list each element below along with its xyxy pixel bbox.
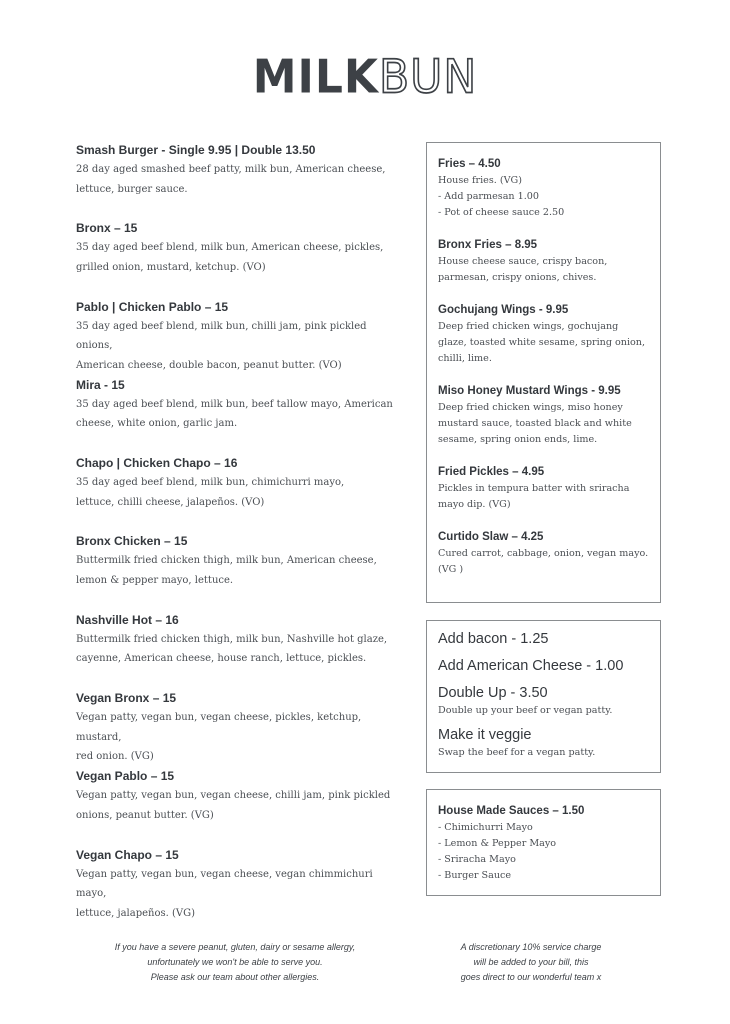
service-line: goes direct to our wonderful team x	[460, 972, 602, 982]
extra-name: Add American Cheese - 1.00	[438, 658, 624, 674]
item-name: Bronx – 15	[76, 221, 138, 236]
item-description	[76, 630, 406, 669]
extra-name: Add bacon - 1.25	[438, 631, 549, 647]
extra-item	[438, 684, 649, 718]
logo-milk: MILK	[252, 50, 379, 105]
desc-line: House cheese sauce, crispy bacon,	[438, 256, 608, 267]
desc-line: mustard sauce, toasted black and white	[438, 418, 632, 429]
item-description	[76, 160, 406, 199]
desc-line: - Add parmesan 1.00	[438, 191, 540, 202]
desc-line: Cured carrot, cabbage, onion, vegan mayo.	[438, 548, 649, 559]
menu-item	[76, 768, 406, 846]
menu-item	[76, 690, 406, 768]
extra-description: Swap the beef for a vegan patty.	[438, 747, 596, 758]
item-name: Fried Pickles – 4.95	[438, 466, 545, 478]
extras-box	[426, 620, 661, 773]
item-description	[438, 481, 649, 513]
item-name: Bronx Fries – 8.95	[438, 239, 538, 251]
desc-line: (VG )	[438, 564, 464, 575]
side-item	[438, 384, 649, 448]
side-item	[438, 303, 649, 367]
desc-line: - Pot of cheese sauce 2.50	[438, 207, 565, 218]
desc-line: Deep fried chicken wings, miso honey	[438, 402, 623, 413]
extra-name: Make it veggie	[438, 727, 532, 743]
item-name: Chapo | Chicken Chapo – 16	[76, 456, 238, 471]
item-description	[76, 708, 406, 767]
item-description	[76, 317, 406, 376]
milkbun-logo	[0, 52, 730, 108]
item-description	[438, 400, 649, 448]
desc-line: lettuce, burger sauce.	[76, 183, 188, 195]
desc-line: grilled onion, mustard, ketchup. (VO)	[76, 261, 266, 273]
desc-line: cheese, white onion, garlic jam.	[76, 418, 238, 430]
item-description	[438, 254, 649, 286]
item-description	[76, 865, 406, 924]
service-charge-notice	[426, 940, 636, 985]
desc-line: lemon & pepper mayo, lettuce.	[76, 574, 234, 586]
sauce-item: - Chimichurri Mayo	[438, 822, 533, 833]
menu-item	[76, 533, 406, 611]
desc-line: Buttermilk fried chicken thigh, milk bun, American cheese,	[76, 555, 377, 567]
sauce-item: - Burger Sauce	[438, 870, 512, 881]
item-description	[76, 551, 406, 590]
allergy-line: unfortunately we won't be able to serve you.	[147, 957, 323, 967]
menu-item	[76, 455, 406, 533]
desc-line: 35 day aged beef blend, milk bun, chimichurri mayo,	[76, 477, 345, 489]
menu-item	[76, 377, 406, 455]
item-name: Vegan Pablo – 15	[76, 769, 175, 784]
desc-line: Vegan patty, vegan bun, vegan cheese, pickles, ketchup, mustard,	[76, 712, 362, 743]
item-name: Fries – 4.50	[438, 158, 501, 170]
menu-item	[76, 220, 406, 298]
item-name: Bronx Chicken – 15	[76, 534, 188, 549]
sauce-item: - Lemon & Pepper Mayo	[438, 838, 557, 849]
logo-bun: BUN	[378, 50, 478, 105]
desc-line: Pickles in tempura batter with sriracha	[438, 483, 630, 494]
desc-line: Vegan patty, vegan bun, vegan cheese, chilli jam, pink pickled	[76, 790, 391, 802]
extra-item	[438, 630, 649, 649]
item-name: Curtido Slaw – 4.25	[438, 531, 544, 543]
item-name: Gochujang Wings - 9.95	[438, 304, 569, 316]
extra-item	[438, 657, 649, 676]
menu-item	[76, 847, 406, 925]
sauce-item: - Sriracha Mayo	[438, 854, 516, 865]
extra-item	[438, 726, 649, 760]
service-line: will be added to your bill, this	[473, 957, 589, 967]
side-item	[438, 157, 649, 221]
service-line: A discretionary 10% service charge	[460, 942, 602, 952]
menu-item	[76, 299, 406, 377]
item-description	[438, 173, 649, 221]
item-description	[76, 473, 406, 512]
item-name: Pablo | Chicken Pablo – 15	[76, 299, 229, 314]
item-description	[76, 395, 406, 434]
sauces-list	[438, 820, 649, 884]
allergy-notice	[76, 940, 394, 985]
item-name: Miso Honey Mustard Wings - 9.95	[438, 385, 621, 397]
desc-line: cayenne, American cheese, house ranch, lettuce, pickles.	[76, 653, 367, 665]
desc-line: parmesan, crispy onions, chives.	[438, 272, 597, 283]
item-name: Vegan Bronx – 15	[76, 691, 177, 706]
menu-item	[76, 142, 406, 220]
item-name: Nashville Hot – 16	[76, 612, 179, 627]
item-description	[76, 238, 406, 277]
desc-line: American cheese, double bacon, peanut butter. (VO)	[76, 359, 342, 371]
desc-line: glaze, toasted white sesame, spring onion,	[438, 337, 646, 348]
allergy-line: If you have a severe peanut, gluten, dairy or sesame allergy,	[114, 942, 356, 952]
desc-line: chilli, lime.	[438, 353, 492, 364]
desc-line: mayo dip. (VG)	[438, 499, 511, 510]
item-name: Mira - 15	[76, 377, 125, 392]
item-description	[438, 546, 649, 578]
desc-line: 35 day aged beef blend, milk bun, American cheese, pickles,	[76, 242, 384, 254]
side-item	[438, 465, 649, 513]
item-name: Smash Burger - Single 9.95 | Double 13.50	[76, 143, 316, 157]
desc-line: onions, peanut butter. (VG)	[76, 809, 214, 821]
item-description	[438, 319, 649, 367]
desc-line: lettuce, chilli cheese, jalapeños. (VO)	[76, 496, 265, 508]
desc-line: Deep fried chicken wings, gochujang	[438, 321, 619, 332]
side-item	[438, 238, 649, 286]
desc-line: sesame, spring onion ends, lime.	[438, 434, 598, 445]
menu-item	[76, 612, 406, 690]
desc-line: red onion. (VG)	[76, 751, 154, 763]
allergy-line: Please ask our team about other allergies.	[150, 972, 320, 982]
sides-box	[426, 142, 661, 603]
item-description	[76, 786, 406, 825]
extra-description: Double up your beef or vegan patty.	[438, 705, 613, 716]
desc-line: lettuce, jalapeños. (VG)	[76, 907, 195, 919]
sauces-title: House Made Sauces – 1.50	[438, 805, 585, 817]
desc-line: Buttermilk fried chicken thigh, milk bun, Nashville hot glaze,	[76, 633, 388, 645]
desc-line: 28 day aged smashed beef patty, milk bun, American cheese,	[76, 164, 386, 175]
side-item	[438, 530, 649, 578]
desc-line: Vegan patty, vegan bun, vegan cheese, vegan chimmichuri mayo,	[76, 868, 373, 900]
extra-name: Double Up - 3.50	[438, 685, 548, 701]
desc-line: House fries. (VG)	[438, 175, 522, 186]
sauces-box	[426, 789, 661, 896]
item-name: Vegan Chapo – 15	[76, 847, 179, 862]
burger-menu	[76, 142, 406, 925]
desc-line: 35 day aged beef blend, milk bun, beef tallow mayo, American	[76, 398, 393, 410]
desc-line: 35 day aged beef blend, milk bun, chilli jam, pink pickled onions,	[76, 320, 367, 352]
